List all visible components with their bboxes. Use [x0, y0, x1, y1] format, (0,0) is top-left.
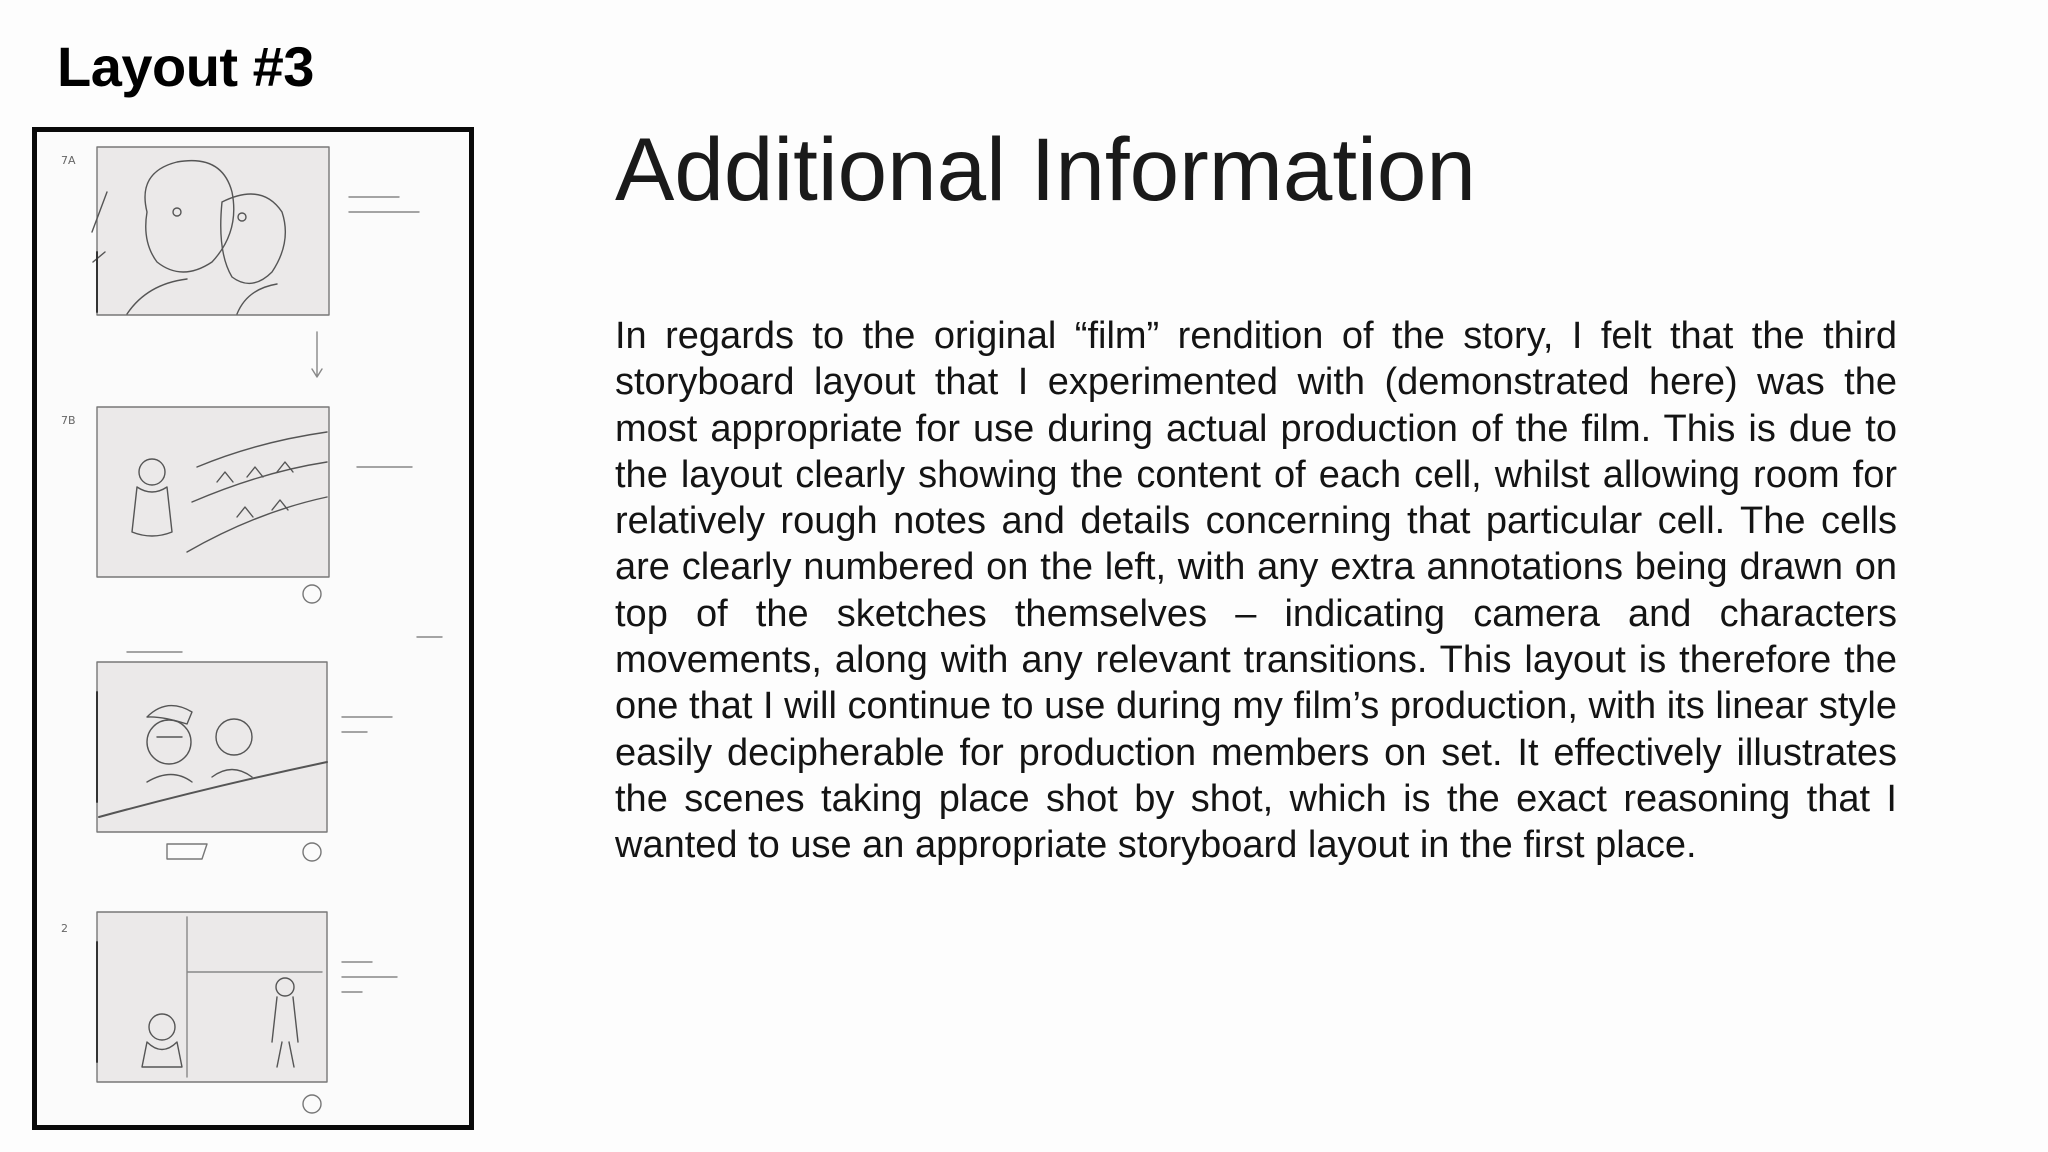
layout-heading: Layout #3	[57, 35, 314, 98]
storyboard-panel-3	[97, 637, 442, 861]
storyboard-panel-1	[61, 147, 419, 377]
storyboard-image	[32, 127, 474, 1130]
svg-text:2: 2	[61, 922, 68, 935]
body-paragraph: In regards to the original “film” rendition of the story, I felt that the third storyboard layout that I experimented with (demonstrated here) was the most appropriate for use during actual production of the film. This is due to the layout clearly showing the content of each cell, whilst allowing room for relatively rough notes and details concerning that particular cell. The cells are clearly numbered on the left, with any extra annotations being drawn on top of the sketches themselves – indicating camera and characters movements, along with any relevant transitions. This layout is therefore the one that I will continue to use during my film’s production, with its linear style easily decipherable for production members on set. It effectively illustrates the scenes taking place shot by shot, which is the exact reasoning that I wanted to use an appropriate storyboard layout in the first place.	[615, 315, 1897, 867]
svg-text:7B: 7B	[61, 414, 76, 427]
svg-text:7A: 7A	[61, 154, 76, 167]
storyboard-panel-4	[61, 912, 397, 1113]
slide-title: Additional Information	[615, 119, 1476, 219]
storyboard-panel-2	[61, 407, 412, 603]
